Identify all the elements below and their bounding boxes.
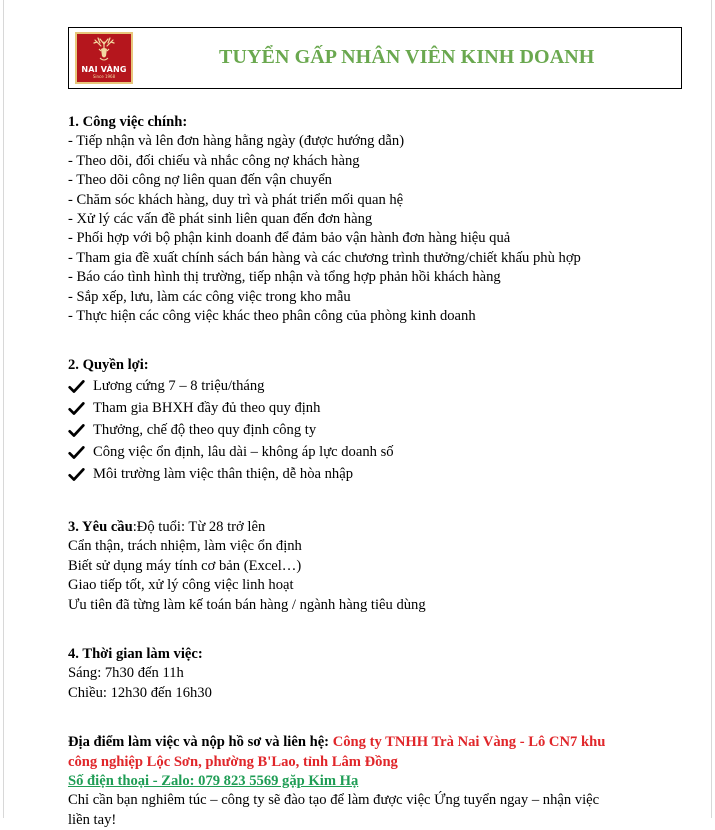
checkmark-icon [68,378,85,395]
list-item: - Sắp xếp, lưu, làm các công việc trong kho mẫu [68,288,351,305]
list-item: Chiều: 12h30 đến 16h30 [68,684,212,701]
list-item: - Báo cáo tình hình thị trường, tiếp nhận và tổng hợp phản hồi khách hàng [68,269,501,286]
contact-line-1 [68,733,668,752]
spacer [68,615,668,645]
phone-zalo-line: Số điện thoại - Zalo: 079 823 5569 gặp Kim Hạ [68,772,359,789]
requirement-age: :Độ tuổi: Từ 28 trở lên [132,518,266,535]
list-item: Cẩn thận, trách nhiệm, làm việc ổn định [68,538,302,555]
company-address-1: Công ty TNHH Trà Nai Vàng - Lô CN7 khu [332,734,606,751]
spacer [68,486,668,518]
checkmark-icon [68,466,85,483]
benefit-text: Tham gia BHXH đầy đủ theo quy định [93,400,321,417]
nai-vang-logo [75,32,133,84]
contact-label: Địa điểm làm việc và nộp hồ sơ và liên hệ: [68,734,333,751]
logo-subtext: Since 1968 [92,74,116,79]
list-item: Sáng: 7h30 đến 11h [68,665,184,682]
benefit-text: Thưởng, chế độ theo quy định công ty [93,422,317,439]
list-item: Ưu tiên đã từng làm kế toán bán hàng / ngành hàng tiêu dùng [68,596,426,613]
company-address-2: công nghiệp Lộc Sơn, phường B'Lao, tỉnh Lâm Đồng [68,753,398,770]
deer-icon [89,36,119,64]
list-item [68,398,668,420]
list-item [68,464,668,486]
spacer [68,703,668,733]
contact-block [68,733,668,830]
checkmark-icon [68,400,85,417]
checkmark-icon [68,422,85,439]
requirements-first-line [68,518,668,537]
list-item: Giao tiếp tốt, xử lý công việc linh hoạt [68,577,294,594]
list-item [68,420,668,442]
list-item: - Tham gia đề xuất chính sách bán hàng và các chương trình thưởng/chiết khấu phù hợp [68,249,581,266]
list-item: - Theo dõi công nợ liên quan đến vận chuyển [68,172,332,189]
section-title-benefits: 2. Quyền lợi: [68,357,149,374]
list-item: - Theo dõi, đối chiếu và nhắc công nợ khách hàng [68,152,360,169]
spacer [68,326,668,356]
page-edge-right [711,0,712,818]
page-title: TUYỂN GẤP NHÂN VIÊN KINH DOANH [219,46,595,68]
list-item: - Xử lý các vấn đề phát sinh liên quan đến đơn hàng [68,211,373,228]
logo-text: NAI VÀNG [81,65,127,74]
working-hours-list [68,664,668,703]
list-item: - Chăm sóc khách hàng, duy trì và phát triển mối quan hệ [68,191,404,208]
requirements-list [68,537,668,615]
list-item: - Thực hiện các công việc khác theo phân công của phòng kinh doanh [68,308,476,325]
list-item: Biết sử dụng máy tính cơ bản (Excel…) [68,557,302,574]
list-item: - Phối hợp với bộ phận kinh doanh để đảm bảo vận hành đơn hàng hiệu quả [68,230,511,247]
closing-line-2: liền tay! [68,811,117,828]
benefit-text: Công việc ổn định, lâu dài – không áp lực doanh số [93,444,394,461]
benefit-text: Lương cứng 7 – 8 triệu/tháng [93,378,265,395]
checkmark-icon [68,444,85,461]
page-edge-left [3,0,4,818]
list-item [68,376,668,398]
section-title-requirements: 3. Yêu cầu [68,518,133,535]
list-item [68,442,668,464]
section-title-main-duties: 1. Công việc chính: [68,114,188,130]
main-duties-list [68,132,668,326]
section-title-working-hours: 4. Thời gian làm việc: [68,645,203,662]
closing-line-1: Chỉ cần bạn nghiêm túc – công ty sẽ đào tạo để làm được việc Ứng tuyển ngay – nhận việc [68,792,600,809]
header-box [68,27,682,89]
list-item: - Tiếp nhận và lên đơn hàng hằng ngày (được hướng dẫn) [68,133,405,150]
benefits-list [68,376,668,486]
document-content [68,113,668,830]
benefit-text: Môi trường làm việc thân thiện, dễ hòa nhập [93,466,354,483]
